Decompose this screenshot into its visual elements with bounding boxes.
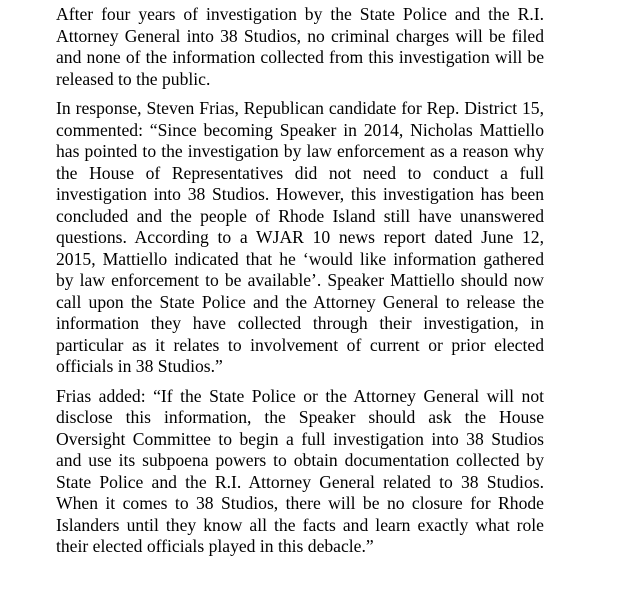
paragraph-frias-added: Frias added: “If the State Police or the Attorney General will not disclose this information, the Speaker should ask the House Oversight Committee to begin a full investigation into 38 Studios and use its subpoena powers to obtain documentation collected by State Police and the R.I. Attorney General related to 38 Studios. When it comes to 38 Studios, there will be no closure for Rhode Islanders until they know all the facts and learn exactly what role their elected officials played in this debacle.” [56, 385, 544, 556]
paragraph-frias-response: In response, Steven Frias, Republican candidate for Rep. District 15, commented: “Since becoming Speaker in 2014, Nicholas Mattiello has pointed to the investigation by law enforcement as a reason why the House of Representatives did not need to conduct a full investigation into 38 Studios. However, this investigation has been concluded and the people of Rhode Island still have unanswered questions. According to a WJAR 10 news report dated June 12, 2015, Mattiello indicated that he ‘would like information gathered by law enforcement to be available’. Speaker Mattiello should now call upon the State Police and the Attorney General to release the information they have collected through their investigation, in particular as it relates to involvement of current or prior elected officials in 38 Studios.” [56, 98, 544, 376]
paragraph-investigation-summary: After four years of investigation by the State Police and the R.I. Attorney General into 38 Studios, no criminal charges will be filed and none of the information collected from this investigation will be released to the public. [56, 4, 544, 89]
